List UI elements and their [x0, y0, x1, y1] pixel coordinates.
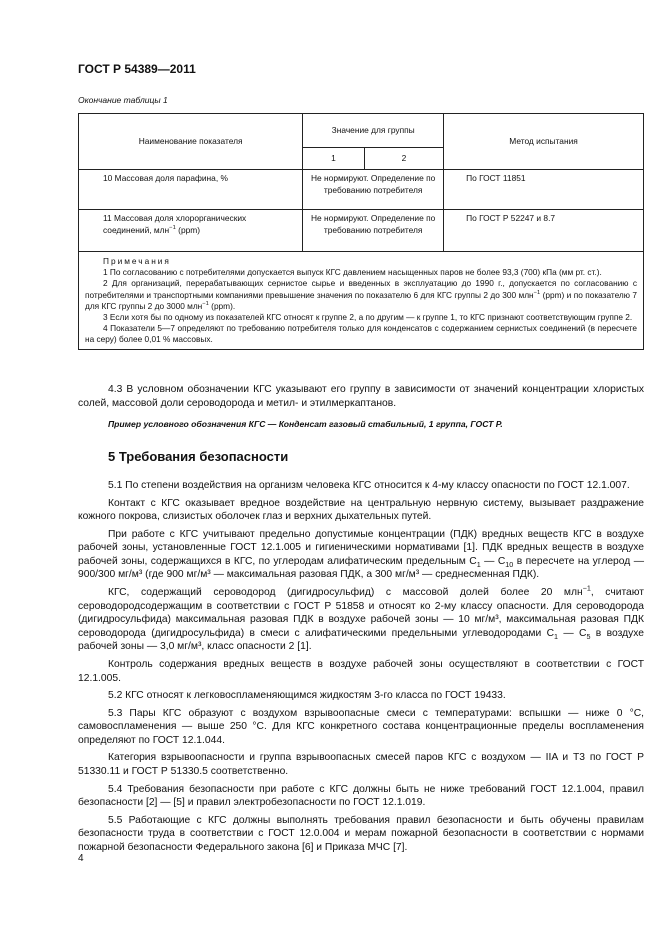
section-title: 5 Требования безопасности [108, 449, 289, 464]
standard-header: ГОСТ Р 54389—2011 [78, 62, 196, 76]
header-group-2: 2 [364, 148, 443, 170]
paragraph-5-1: 5.1 По степени воздействия на организм человека КГС относится к 4-му классу опасности по ГОСТ 12.1.007. [108, 480, 630, 491]
paragraph-5-1-contact: Контакт с КГС оказывает вредное воздействие на центральную нервную систему, вызывает раздражение кожного покрова, слизистых оболочек глаз и верхних дыхательных путей. [78, 497, 644, 523]
note-2-sup-1: −1 [533, 289, 541, 296]
row-value: Не нормируют. Определение по требованию потребителя [303, 170, 444, 210]
table-row [79, 170, 644, 210]
h2s-sub-1: 1 [554, 631, 559, 641]
h2s-sup: −1 [582, 583, 591, 593]
pdk-text-c: в пересчете на углерод — 900/300 мг/м³ (где 900 мг/м³ — максимальная разовая ПДК, а 300 мг/м³ — среднесменная ПДК). [78, 555, 644, 581]
note-3: 3 Если хотя бы по одному из показателей КГС относят к группе 2, а по другим — к группе 1, то КГС признают соответствующим группе 2. [103, 311, 633, 322]
row-name-sup: −1 [169, 224, 176, 231]
paragraph-4-3: 4.3 В условном обозначении КГС указывают его группу в зависимости от значений концентрации хлористых солей, массовой доли сероводорода и метил- и этилмеркаптанов. [78, 384, 644, 409]
paragraph-5-3: 5.3 Пары КГС образуют с воздухом взрывоопасные смеси с температурами: вспышки — ниже 0 °С, самовоспламенения — выше 250 °С. Для КГС конкретного состава концентрационные пределы воспламенения определяют по ГОСТ 12.1.044. [78, 707, 644, 746]
table-row [79, 210, 644, 252]
note-2-text-c: (ppm). [208, 300, 236, 311]
row-method: По ГОСТ 11851 [444, 170, 644, 210]
header-group [303, 114, 444, 148]
paragraph-5-5: 5.5 Работающие с КГС должны выполнять требования правил безопасности и быть обучены правилам безопасности труда в соответствии с ГОСТ 12.0.004 и мерам пожарной безопасности в соответствии с нормами пожарной безопасности Федерального закона [6] и Приказа МЧС [7]. [78, 814, 644, 853]
header-method [444, 114, 644, 170]
row-name: 10 Массовая доля парафина, % [79, 170, 303, 210]
h2s-text-c: — С [558, 627, 587, 639]
table-caption: Окончание таблицы 1 [78, 95, 168, 105]
header-method-label: Метод испытания [509, 135, 578, 146]
row-name-text: 11 Массовая доля хлорорганических соединений, млн [103, 213, 247, 235]
h2s-sub-2: 5 [586, 631, 591, 641]
paragraph-5-1-h2s [78, 583, 644, 654]
paragraph-5-4: 5.4 Требования безопасности при работе с КГС должны быть не ниже требований ГОСТ 12.1.004, правил безопасности [2] — [5] и правил электробезопасности по ГОСТ 12.1.019. [78, 783, 644, 809]
row-name-unit: (ppm) [175, 224, 201, 235]
paragraph-4-3-block [78, 383, 644, 410]
table-notes [79, 252, 644, 350]
designation-example: Пример условного обозначения КГС — Конденсат газовый стабильный, 1 группа, ГОСТ Р. [108, 419, 503, 429]
paragraph-5-1-pdk [78, 528, 644, 582]
h2s-text-d: в воздухе рабочей зоны — 3,0 мг/м³, класс опасности 2 [1]. [78, 627, 644, 653]
note-2 [85, 278, 637, 312]
paragraph-5-2: 5.2 КГС относят к легковоспламеняющимся жидкостям 3-го класса по ГОСТ 19433. [108, 690, 506, 702]
header-group-1: 1 [303, 148, 365, 170]
pdk-text-a: При работе с КГС учитывают предельно допустимые концентрации (ПДК) вредных веществ КГС в воздухе рабочей зоны, установленные ГОСТ 12.1.005 и гигиеническими нормативами [1]. ПДК вредных веществ в воздухе рабочей зоны, содержащихся в КГС, по углеродам алифатическим предельным С [78, 528, 644, 567]
row-name [79, 210, 303, 252]
h2s-text-b: , считают сероводородсодержащим в соответствии с ГОСТ Р 51858 и относят ко 2-му классу опасности. Для сероводорода (дигидросульфида) максимальная разовая ПДК в воздухе рабочей зоны — 10 мг/м³, максимальная разовая ПДК сероводорода (дигидросульфида) в смеси с алифатическими предельными углеводородами С [78, 587, 644, 639]
note-4: 4 Показатели 5—7 определяют по требованию потребителя только для конденсатов с содержанием сернистых соединений (в пересчете на серу) более 0,01 % массовых. [85, 323, 637, 345]
header-group-label: Значение для группы [331, 124, 415, 135]
paragraph-5-1-control: Контроль содержания вредных веществ в воздухе рабочей зоны осуществляют в соответствии с ГОСТ 12.1.005. [78, 658, 644, 684]
note-2-text-b: (ppm) и по показателю 7 для КГС группы 2 до 3000 млн [85, 289, 637, 311]
paragraph-5-3-category: Категория взрывоопасности и группа взрывоопасных смесей паров КГС с воздухом — IIA и Т3 по ГОСТ Р 51330.11 и ГОСТ Р 51330.5 соответственно. [78, 752, 644, 777]
header-name [79, 114, 303, 170]
pdk-sub-2: 10 [505, 559, 514, 569]
pdk-sub-1: 1 [476, 559, 481, 569]
note-2-sup-2: −1 [202, 300, 209, 307]
note-2-text-a: 2 Для организаций, перерабатывающих сернистое сырье и введенных в эксплуатацию до 1990 г., допускается по согласованию с потребителями и транспортными компаниями превышение значения по показателю 6 для КГС группы 2 до 300 млн [85, 278, 637, 300]
header-name-label: Наименование показателя [138, 135, 243, 146]
notes-title: Примечания [103, 256, 171, 266]
pdk-text-b: — С [480, 555, 506, 567]
row-method: По ГОСТ Р 52247 и 8.7 [444, 210, 644, 252]
row-value: Не нормируют. Определение по требованию потребителя [303, 210, 444, 252]
note-1: 1 По согласованию с потребителями допускается выпуск КГС давлением насыщенных паров не более 93,3 (700) кПа (мм рт. ст.). [103, 267, 602, 278]
page-number: 4 [78, 853, 84, 864]
specification-table [78, 113, 644, 350]
section-5-body [78, 479, 644, 854]
h2s-text-a: КГС, содержащий сероводород (дигидросульфид) с массовой долей более 20 млн [108, 587, 583, 599]
